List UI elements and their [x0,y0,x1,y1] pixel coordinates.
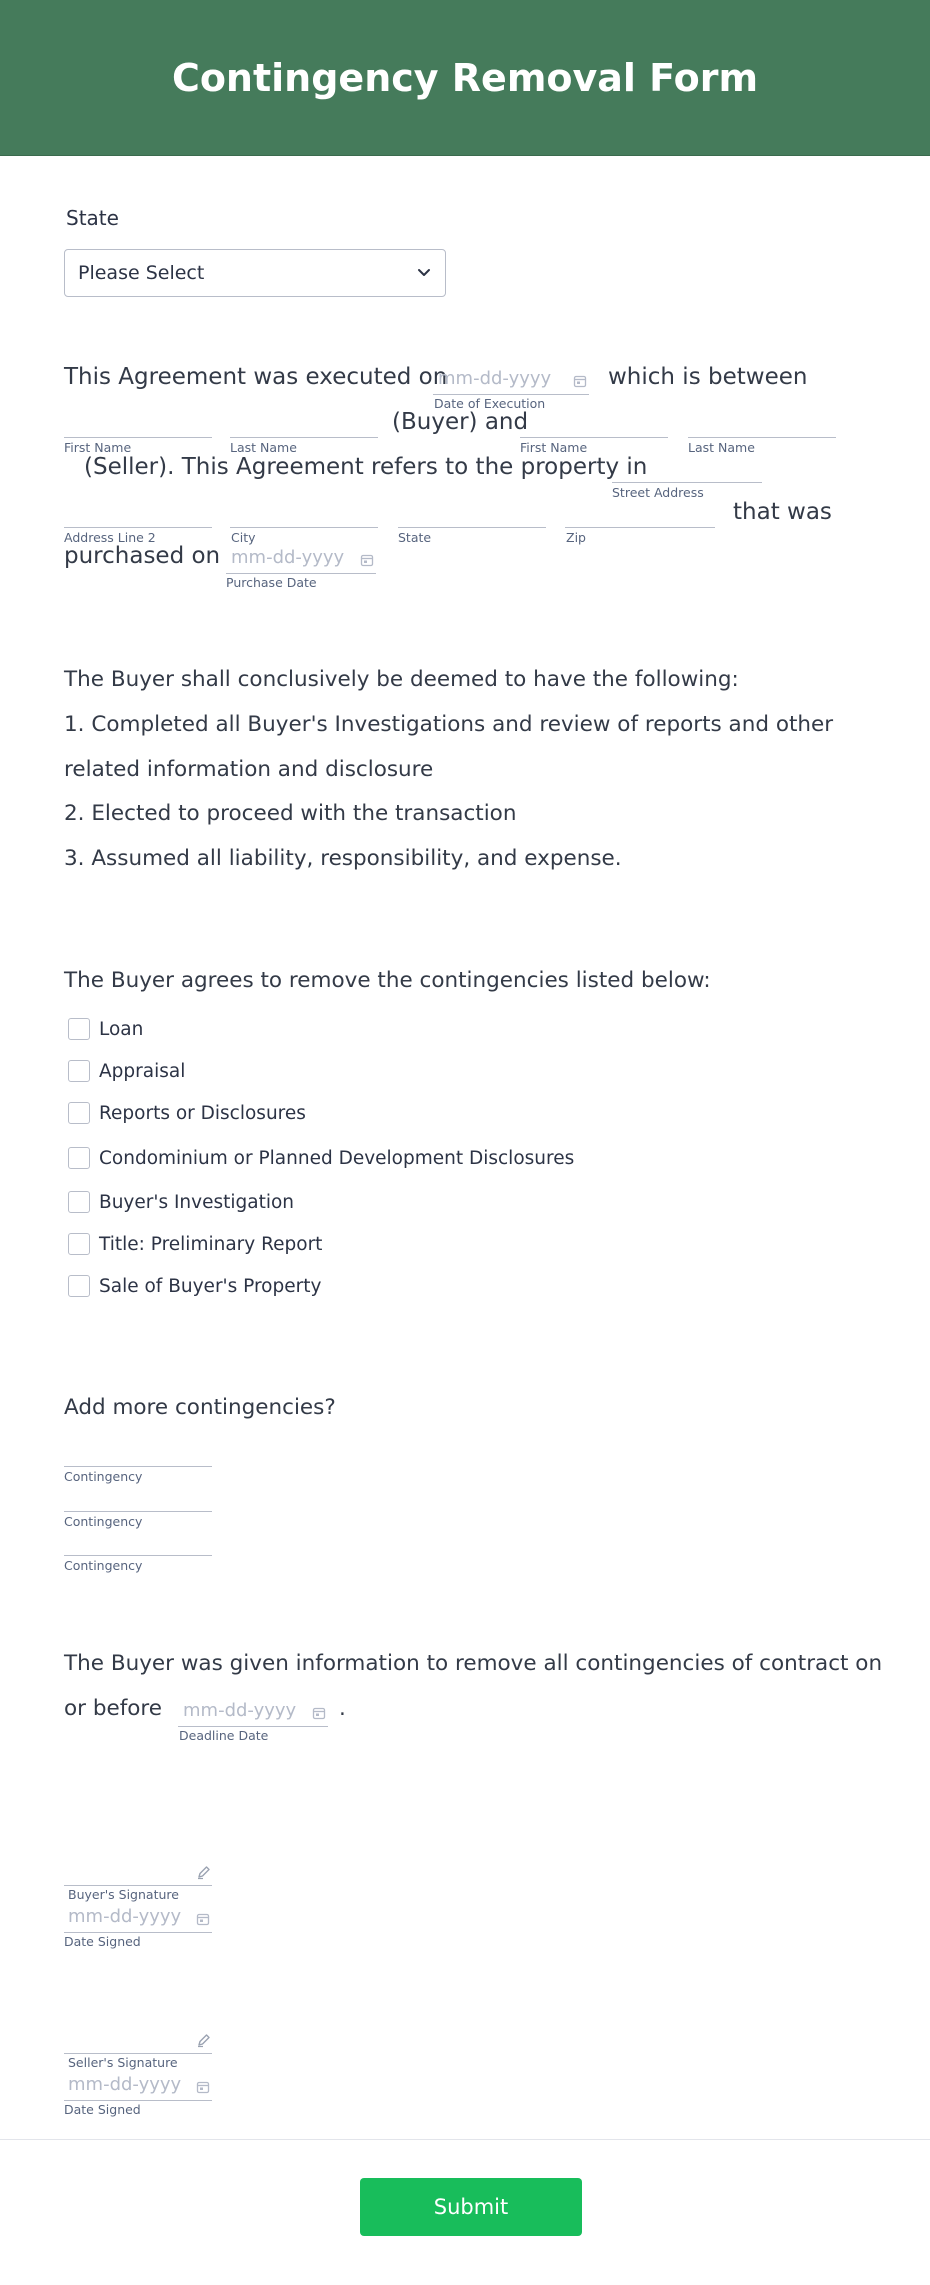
seller-date-signed-sub: Date Signed [64,2102,141,2117]
seller-date-placeholder: mm-dd-yyyy [68,2074,182,2095]
zip-sub: Zip [566,530,586,545]
seller-last-name-input[interactable] [688,437,836,438]
buyer-date-placeholder: mm-dd-yyyy [68,1906,182,1927]
zip-input[interactable] [565,527,715,528]
pen-icon [196,1864,212,1880]
contingency-sub-2: Contingency [64,1514,143,1529]
form-header [0,0,930,156]
contingencies-intro: The Buyer agrees to remove the contingencies listed below: [64,968,711,993]
state-select-value: Please Select [78,262,205,284]
contingency-input-1[interactable] [64,1466,212,1467]
deadline-text-1: The Buyer was given information to remove all contingencies of contract on [64,1651,883,1676]
checkbox-box[interactable] [68,1060,90,1082]
address-line-2-input[interactable] [64,527,212,528]
city-input[interactable] [230,527,378,528]
street-address-sub: Street Address [612,485,704,500]
checkbox-buyers-investigation[interactable] [68,1191,294,1213]
checkbox-label: Loan [99,1018,144,1040]
checkbox-condominium[interactable] [68,1147,574,1169]
calendar-icon [312,1706,326,1720]
seller-signature-sub: Seller's Signature [68,2055,178,2070]
street-address-input[interactable] [612,482,762,483]
agreement-text-1: This Agreement was executed on [64,364,448,390]
deadline-date-sub: Deadline Date [179,1728,269,1743]
checkbox-title-report[interactable] [68,1233,322,1255]
deadline-text-2: or before [64,1696,163,1721]
checkbox-label: Buyer's Investigation [99,1191,295,1213]
deemed-intro: The Buyer shall conclusively be deemed to have the following: [64,667,739,692]
buyer-signature-sub: Buyer's Signature [68,1887,179,1902]
checkbox-box[interactable] [68,1147,90,1169]
deadline-date-input[interactable] [178,1698,328,1727]
checkbox-box[interactable] [68,1102,90,1124]
checkbox-label: Title: Preliminary Report [99,1233,323,1255]
submit-button[interactable]: Submit [360,2178,582,2236]
seller-date-signed-input[interactable] [64,2072,212,2101]
seller-first-name-sub: First Name [520,440,588,455]
seller-last-name-sub: Last Name [688,440,755,455]
checkbox-label: Sale of Buyer's Property [99,1275,322,1297]
checkbox-label: Condominium or Planned Development Disclosures [99,1147,575,1169]
checkbox-box[interactable] [68,1275,90,1297]
purchase-date-input[interactable] [226,545,376,574]
contingency-sub-3: Contingency [64,1558,143,1573]
buyer-date-signed-input[interactable] [64,1904,212,1933]
buyer-first-name-input[interactable] [64,437,212,438]
agreement-text-3: (Buyer) and [392,409,529,435]
calendar-icon [196,1912,210,1926]
form-title: Contingency Removal Form [171,55,759,100]
checkbox-sale-of-property[interactable] [68,1275,321,1297]
buyer-signature-pad[interactable] [64,1885,212,1886]
city-sub: City [231,530,256,545]
seller-first-name-input[interactable] [520,437,668,438]
deemed-item-1b: related information and disclosure [64,757,434,782]
agreement-text-6: purchased on [64,543,221,569]
state-label: State [66,206,119,230]
agreement-text-4: (Seller). This Agreement refers to the property in [84,454,648,480]
contingency-sub-1: Contingency [64,1469,143,1484]
buyer-first-name-sub: First Name [64,440,132,455]
checkbox-reports[interactable] [68,1102,306,1124]
agreement-text-5: that was [733,499,832,525]
more-contingencies-heading: Add more contingencies? [64,1395,336,1420]
deemed-item-2: 2. Elected to proceed with the transaction [64,801,517,826]
buyer-last-name-sub: Last Name [230,440,297,455]
deemed-item-1a: 1. Completed all Buyer's Investigations and review of reports and other [64,712,834,737]
chevron-down-icon [415,264,433,282]
checkbox-loan[interactable] [68,1018,143,1040]
contingency-input-3[interactable] [64,1555,212,1556]
calendar-icon [196,2080,210,2094]
purchase-date-placeholder: mm-dd-yyyy [231,547,345,568]
calendar-icon [573,374,587,388]
checkbox-label: Reports or Disclosures [99,1102,306,1124]
checkbox-appraisal[interactable] [68,1060,185,1082]
seller-signature-pad[interactable] [64,2053,212,2054]
contingency-input-2[interactable] [64,1511,212,1512]
agreement-text-2: which is between [608,364,808,390]
buyer-date-signed-sub: Date Signed [64,1934,141,1949]
address-line-2-sub: Address Line 2 [64,530,156,545]
checkbox-label: Appraisal [99,1060,186,1082]
purchase-date-sub: Purchase Date [226,575,317,590]
deemed-item-3: 3. Assumed all liability, responsibility, and expense. [64,846,622,871]
checkbox-box[interactable] [68,1191,90,1213]
checkbox-box[interactable] [68,1018,90,1040]
footer-divider [0,2139,930,2140]
execution-date-sub: Date of Execution [434,396,546,411]
address-state-sub: State [398,530,432,545]
deadline-period: . [339,1696,346,1721]
state-select[interactable] [64,249,446,297]
calendar-icon [360,553,374,567]
pen-icon [196,2032,212,2048]
execution-date-placeholder: mm-dd-yyyy [438,368,552,389]
checkbox-box[interactable] [68,1233,90,1255]
buyer-last-name-input[interactable] [230,437,378,438]
execution-date-input[interactable] [433,366,589,395]
deadline-date-placeholder: mm-dd-yyyy [183,1700,297,1721]
address-state-input[interactable] [398,527,546,528]
